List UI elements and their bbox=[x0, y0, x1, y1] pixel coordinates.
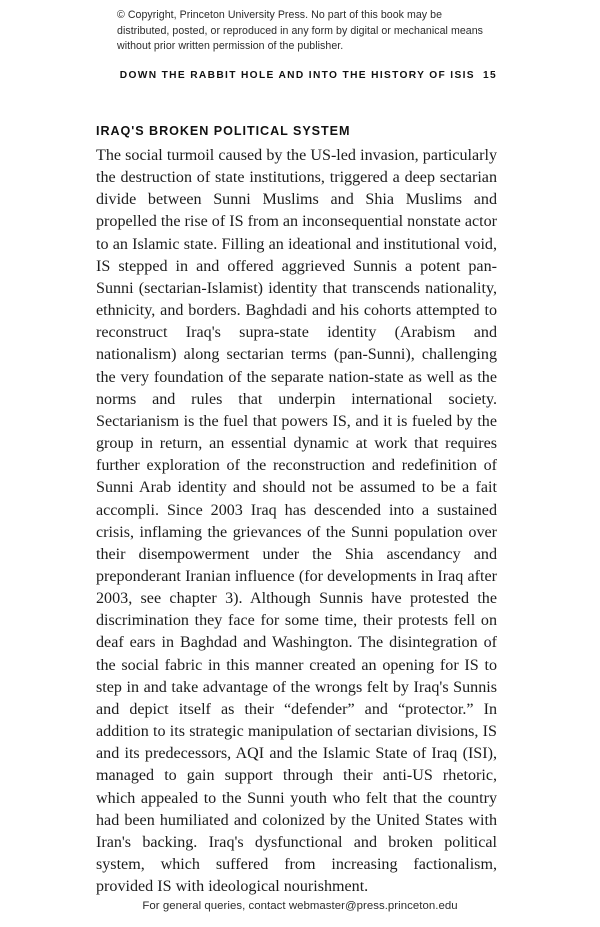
page-number: 15 bbox=[482, 70, 497, 81]
footer-queries-line: For general queries, contact webmaster@press.princeton.edu bbox=[142, 900, 458, 912]
paragraph: The social turmoil caused by the US-led invasion, particularly the destruction of state institutions, triggered a deep sectarian divide between Sunni Muslims and Shia Muslims and propelled the rise of IS from an inconsequential nonstate actor to an Islamic state. Filling an ideational and institutional void, IS stepped in and offered aggrieved Sunnis a potent pan-Sunni (sectarian-Islamist) identity that transcends nationality, ethnicity, and borders. Baghdadi and his cohorts attempted to reconstruct Iraq's supra-state identity (Arabism and nationalism) along sectarian terms (pan-Sunni), challenging the very foundation of the separate nation-state as well as the norms and rules that underpin international society. Sectarianism is the fuel that powers IS, and it is fueled by the group in return, an essential dynamic at work that requires further exploration of the reconstruction and redefinition of Sunni Arab identity and should not be assumed to be a fait accompli. Since 2003 Iraq has descended into a sustained crisis, inflaming the grievances of the Sunni population over their disempowerment under the Shia ascendancy and preponderant Iranian influence (for developments in Iraq after 2003, see chapter 3). Although Sunnis have protested the discrimination they face for some time, their protests fell on deaf ears in Baghdad and Washington. The disintegration of the social fabric in this manner created an opening for IS to step in and take advantage of the wrongs felt by Iraq's Sunnis and depict itself as their “defender” and “protector.” In addition to its strategic manipulation of sectarian divisions, IS and its predecessors, AQI and the Islamic State of Iraq (ISI), managed to gain support through their anti-US rhetoric, which appealed to the Sunni youth who felt that the country had been humiliated and colonized by the United States with Iran's backing. Iraq's dysfunctional and broken political system, which suffered from increasing factionalism, provided IS with ideological nourishment. bbox=[96, 147, 497, 896]
section-heading: IRAQ'S BROKEN POLITICAL SYSTEM bbox=[96, 124, 351, 139]
running-header-title: DOWN THE RABBIT HOLE AND INTO THE HISTORY OF ISIS bbox=[119, 70, 475, 81]
copyright-notice: © Copyright, Princeton University Press. No part of this book may be distributed, posted, or reproduced in any form by digital or mechanical means without prior written permission of the publisher. bbox=[117, 9, 483, 53]
body-text bbox=[96, 145, 497, 898]
running-header bbox=[96, 70, 497, 81]
